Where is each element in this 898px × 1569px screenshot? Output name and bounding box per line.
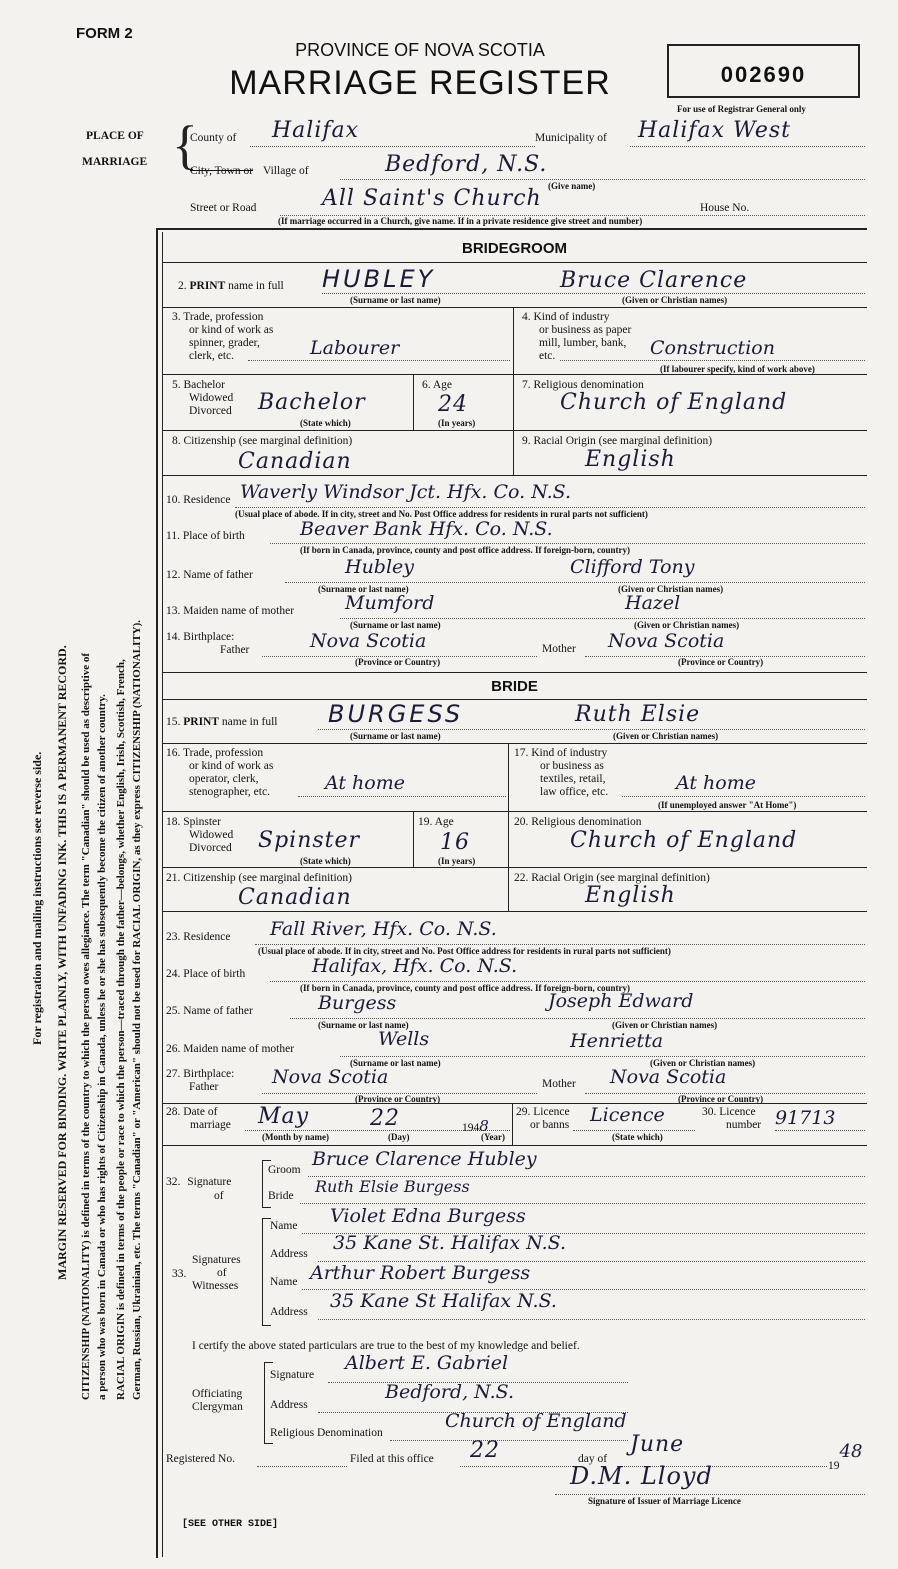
divider <box>162 1145 867 1146</box>
groom-residence-value: Waverly Windsor Jct. Hfx. Co. N.S. <box>240 481 572 503</box>
divider <box>162 699 867 700</box>
bride-mother-label: 26. Maiden name of mother <box>166 1043 295 1055</box>
label-line: 27. Birthplace: <box>166 1068 235 1080</box>
date-label <box>166 1106 231 1132</box>
bride-sig-line <box>300 1203 865 1204</box>
bride-name-rest: name in full <box>221 716 278 728</box>
city-label: Village of <box>263 165 309 177</box>
year-prefix: 19 <box>828 1460 840 1472</box>
registered-label: Registered No. <box>166 1453 235 1465</box>
bride-name-label <box>166 716 277 728</box>
label-line: clerk, etc. <box>189 350 235 362</box>
groom-bp-mother: Nova Scotia <box>608 630 725 652</box>
groom-residence-label: 10. Residence <box>166 494 231 506</box>
groom-residence-line <box>235 507 865 508</box>
label-line: 18. Spinster <box>166 816 221 828</box>
municipality-label: Municipality of <box>535 132 607 144</box>
sidebar-line-6: German, Russian, Ukrainian, etc. The terms "Canadian" or "American" should not be used for RACIAL ORIGIN, as they express CITIZENSHIP (NATIONALITY). <box>131 619 143 1400</box>
city-line <box>340 179 865 180</box>
bride-name-line <box>318 729 865 730</box>
groom-bp-father: Nova Scotia <box>310 630 427 652</box>
registrar-note: For use of Registrar General only <box>677 104 806 114</box>
label-line: Divorced <box>189 842 232 854</box>
groom-age-label: 6. Age <box>422 379 453 391</box>
municipality-value: Halifax West <box>638 118 792 143</box>
witness2-name-label: Name <box>270 1276 298 1288</box>
label-line: Widowed <box>189 829 234 841</box>
divider <box>162 307 867 308</box>
groom-father-surname-caption: (Surname or last name) <box>318 584 409 594</box>
bride-name-print: PRINT <box>183 716 220 728</box>
street-caption: (If marriage occurred in a Church, give name. If in a private residence give street and number) <box>278 216 643 226</box>
marriage-month: May <box>258 1104 310 1129</box>
licence-no-label <box>702 1106 761 1132</box>
province-title: PROVINCE OF NOVA SCOTIA <box>295 40 545 60</box>
divider <box>162 743 867 744</box>
bride-bp-father: Nova Scotia <box>272 1066 389 1088</box>
groom-status-caption: (State which) <box>300 418 351 428</box>
licence-value: Licence <box>590 1104 665 1126</box>
divider <box>162 811 867 812</box>
groom-racial-label: 9. Racial Origin (see marginal definition) <box>522 435 713 447</box>
label-line: of <box>214 1190 224 1202</box>
issuer-signature: D.M. Lloyd <box>570 1462 713 1490</box>
divider <box>162 867 867 868</box>
registered-line <box>257 1466 347 1467</box>
groom-residence-caption: (Usual place of abode. If in city, street and No. Post Office address for residents in rural parts not sufficient) <box>235 509 648 519</box>
divider <box>162 911 867 912</box>
label-line: Signatures <box>192 1254 241 1266</box>
groom-age-caption: (In years) <box>438 418 476 428</box>
marriage-label: MARRIAGE <box>82 156 148 168</box>
bride-residence-line <box>255 944 865 945</box>
sig-num: 32. <box>166 1176 181 1188</box>
filed-day: 22 <box>470 1438 500 1463</box>
bride-bp-caption: (Province or Country) <box>355 1094 441 1104</box>
bride-birthplace-label: 24. Place of birth <box>166 968 246 980</box>
street-label: Street or Road <box>190 202 257 214</box>
label-line: textiles, retail, <box>540 773 606 785</box>
bride-status-value: Spinster <box>258 828 361 853</box>
bride-mother-surname: Wells <box>378 1028 430 1050</box>
groom-mother-given-caption: (Given or Christian names) <box>634 620 740 630</box>
label-line: 4. Kind of industry <box>522 311 610 323</box>
bride-industry-value: At home <box>676 772 756 794</box>
bride-religion-value: Church of England <box>570 828 798 853</box>
divider <box>162 262 867 263</box>
clergy-sig-label: Signature <box>270 1369 315 1381</box>
divider <box>413 374 414 430</box>
bride-birthplace-value: Halifax, Hfx. Co. N.S. <box>312 955 518 977</box>
bride-age-label: 19. Age <box>418 816 454 828</box>
certify-statement: I certify the above stated particulars are true to the best of my knowledge and belief. <box>192 1340 580 1352</box>
label-line: spinner, grader, <box>189 337 260 349</box>
groom-bp-mother-label: Mother <box>542 643 576 655</box>
groom-father-line <box>285 582 865 583</box>
bride-father-given-caption: (Given or Christian names) <box>612 1020 718 1030</box>
bride-bp-label <box>166 1068 234 1094</box>
groom-father-given-caption: (Given or Christian names) <box>618 584 724 594</box>
divider <box>512 1103 513 1145</box>
bride-bp-mother: Nova Scotia <box>610 1066 727 1088</box>
bride-father-surname: Burgess <box>318 992 397 1014</box>
bride-trade-line <box>298 796 506 797</box>
issuer-line <box>555 1494 865 1495</box>
groom-signature: Bruce Clarence Hubley <box>312 1148 537 1170</box>
clergy-denomination: Church of England <box>445 1410 627 1432</box>
city-value: Bedford, N.S. <box>385 152 548 177</box>
groom-bp-label <box>166 631 249 657</box>
divider <box>508 743 509 911</box>
clergy-address-label: Address <box>270 1399 308 1411</box>
groom-name-label <box>178 280 284 292</box>
year-suffix: 48 <box>839 1441 863 1462</box>
sidebar-line-3: CITIZENSHIP (NATIONALITY) is defined in terms of the country to which the person owes allegiance. The term "Canadian" should be used as descriptive of <box>80 652 92 1400</box>
label-line: Widowed <box>189 392 234 404</box>
form-label: FORM 2 <box>76 25 133 42</box>
groom-industry-line <box>560 360 865 361</box>
month-caption: (Month by name) <box>262 1132 329 1142</box>
groom-trade-label <box>172 311 273 363</box>
label-line: or kind of work as <box>189 760 274 772</box>
label-line: stenographer, etc. <box>189 786 270 798</box>
bride-racial-value: English <box>585 883 676 908</box>
house-label: House No. <box>700 202 750 214</box>
groom-citizenship-value: Canadian <box>238 449 352 474</box>
groom-father-label: 12. Name of father <box>166 569 253 581</box>
bride-section-title: BRIDE <box>491 678 538 695</box>
witness-num: 33. <box>172 1268 187 1280</box>
divider <box>162 430 867 431</box>
groom-name-line <box>322 293 865 294</box>
witness2-address-label: Address <box>270 1306 308 1318</box>
groom-mother-surname-caption: (Surname or last name) <box>350 620 441 630</box>
witness1-name-label: Name <box>270 1220 298 1232</box>
groom-father-surname: Hubley <box>345 556 415 578</box>
bride-status-label <box>166 816 233 855</box>
label-line: Officiating <box>192 1388 243 1400</box>
sidebar-line-1: For registration and mailing instructions see reverse side. <box>30 751 44 1045</box>
label-line: or kind of work as <box>189 324 274 336</box>
clergy-signature: Albert E. Gabriel <box>345 1352 509 1374</box>
municipality-line <box>630 146 865 147</box>
groom-birthplace-caption: (If born in Canada, province, county and post office address. If foreign-born, country) <box>300 545 631 555</box>
bride-industry-caption: (If unemployed answer "At Home") <box>658 800 797 810</box>
label-line: Father <box>220 644 250 656</box>
bride-name-num: 15. <box>166 716 181 728</box>
witness1-address: 35 Kane St. Halifax N.S. <box>333 1232 566 1254</box>
groom-given-caption: (Given or Christian names) <box>622 295 728 305</box>
marriage-day: 22 <box>370 1106 400 1131</box>
groom-given: Bruce Clarence <box>560 268 748 293</box>
groom-mother-surname: Mumford <box>345 592 435 614</box>
bride-residence-label: 23. Residence <box>166 931 231 943</box>
groom-status-label <box>172 379 233 418</box>
city-label-struck: City, Town or <box>190 165 254 177</box>
bride-mother-given-caption: (Given or Christian names) <box>650 1058 756 1068</box>
label-line: 29. Licence <box>516 1106 570 1118</box>
street-value: All Saint's Church <box>322 186 542 211</box>
label-line: or banns <box>530 1119 570 1131</box>
bride-trade-value: At home <box>325 772 405 794</box>
bride-industry-label <box>514 747 608 799</box>
groom-citizenship-label: 8. Citizenship (see marginal definition) <box>172 435 353 447</box>
groom-birthplace-line <box>270 543 865 544</box>
label-line: Father <box>189 1081 219 1093</box>
label-line: 14. Birthplace: <box>166 631 235 643</box>
bride-industry-line <box>622 796 865 797</box>
groom-religion-label: 7. Religious denomination <box>522 379 644 391</box>
bride-status-caption: (State which) <box>300 856 351 866</box>
witness2-name: Arthur Robert Burgess <box>310 1262 531 1284</box>
see-other-side: [SEE OTHER SIDE] <box>182 1519 279 1530</box>
label-line: 28. Date of <box>166 1106 218 1118</box>
label-line: operator, clerk, <box>189 773 259 785</box>
divider <box>162 374 867 375</box>
county-label: County of <box>190 132 237 144</box>
filed-label: Filed at this office <box>350 1453 434 1465</box>
label-line: 3. Trade, profession <box>172 311 264 323</box>
groom-mother-label: 13. Maiden name of mother <box>166 605 295 617</box>
groom-mother-given: Hazel <box>625 592 681 614</box>
groom-religion-value: Church of England <box>560 390 788 415</box>
groom-age-value: 24 <box>438 392 468 417</box>
bride-sig-label: Bride <box>268 1190 294 1202</box>
sidebar-line-5: RACIAL ORIGIN is defined in terms of the people or race to which the person—traced through the father—belongs, whether English, Irish, Scottish, French, <box>115 659 127 1400</box>
label-of: of <box>217 1267 227 1279</box>
bride-surname-caption: (Surname or last name) <box>350 731 441 741</box>
issuer-caption: Signature of Issuer of Marriage Licence <box>588 1496 741 1506</box>
label-line: 16. Trade, profession <box>166 747 264 759</box>
signature-label <box>166 1175 231 1203</box>
city-caption: (Give name) <box>548 181 596 191</box>
bride-given: Ruth Elsie <box>575 702 701 727</box>
bride-given-caption: (Given or Christian names) <box>613 731 719 741</box>
bride-father-line <box>290 1018 865 1019</box>
groom-mother-line <box>340 618 865 619</box>
label-line: 30. Licence <box>702 1106 756 1118</box>
year-prefix: 194 <box>462 1122 480 1134</box>
divider <box>162 672 867 673</box>
groom-trade-line <box>248 360 510 361</box>
groom-bp-caption-mother: (Province or Country) <box>678 657 764 667</box>
groom-trade-value: Labourer <box>310 337 400 359</box>
groom-father-given: Clifford Tony <box>570 556 695 578</box>
page-title: MARRIAGE REGISTER <box>229 64 611 102</box>
bride-mother-line <box>340 1056 865 1057</box>
bride-birthplace-line <box>270 981 865 982</box>
groom-industry-caption: (If labourer specify, kind of work above) <box>660 364 815 374</box>
label-line: marriage <box>190 1119 231 1131</box>
groom-birthplace-label: 11. Place of birth <box>166 530 245 542</box>
label-line: etc. <box>539 350 556 362</box>
sig-word: Signature <box>187 1176 232 1188</box>
register-number: 002690 <box>720 62 807 87</box>
bride-trade-label <box>166 747 273 799</box>
bride-citizenship-value: Canadian <box>238 885 352 910</box>
groom-birthplace-value: Beaver Bank Hfx. Co. N.S. <box>300 518 553 540</box>
bride-father-label: 25. Name of father <box>166 1005 253 1017</box>
divider <box>413 811 414 867</box>
label-line: number <box>726 1119 762 1131</box>
day-of-label: day of <box>578 1453 608 1465</box>
licence-line <box>573 1130 695 1131</box>
groom-name-print: PRINT <box>189 280 226 292</box>
label-line: mill, lumber, bank, <box>539 337 627 349</box>
groom-racial-value: English <box>585 447 676 472</box>
bride-racial-label: 22. Racial Origin (see marginal definition) <box>514 872 710 884</box>
label-line: Witnesses <box>192 1280 239 1292</box>
groom-sig-label: Groom <box>268 1164 301 1176</box>
witness2-address-line <box>318 1319 865 1320</box>
clergy-address: Bedford, N.S. <box>385 1381 514 1403</box>
bride-mother-given: Henrietta <box>570 1030 664 1052</box>
bride-mother-surname-caption: (Surname or last name) <box>350 1058 441 1068</box>
county-line <box>250 146 535 147</box>
bride-age-value: 16 <box>440 830 470 855</box>
groom-surname-caption: (Surname or last name) <box>350 295 441 305</box>
bride-bp-caption-mother: (Province or Country) <box>678 1094 764 1104</box>
bridegroom-section-title: BRIDEGROOM <box>462 240 567 257</box>
bride-citizenship-label: 21. Citizenship (see marginal definition) <box>166 872 352 884</box>
bride-father-surname-caption: (Surname or last name) <box>318 1020 409 1030</box>
year-caption: (Year) <box>481 1132 505 1142</box>
licence-label <box>516 1106 570 1132</box>
filed-month: June <box>630 1432 685 1457</box>
clergy-denomination-line <box>390 1440 628 1441</box>
licence-no-value: 91713 <box>775 1107 836 1129</box>
clergy-label <box>192 1388 243 1414</box>
licence-caption: (State which) <box>612 1132 663 1142</box>
label-line: 5. Bachelor <box>172 379 226 391</box>
place-brace: { <box>172 115 198 175</box>
divider <box>513 307 514 475</box>
bride-bp-mother-label: Mother <box>542 1078 576 1090</box>
witness1-address-label: Address <box>270 1248 308 1260</box>
divider <box>162 475 867 476</box>
day-caption: (Day) <box>388 1132 410 1142</box>
bride-age-caption: (In years) <box>438 856 476 866</box>
sidebar-line-2: MARGIN RESERVED FOR BINDING. WRITE PLAINLY, WITH UNFADING INK. THIS IS A PERMANENT RECORD. <box>55 645 69 1280</box>
clergy-denomination-label: Religious Denomination <box>270 1427 383 1439</box>
label-line: Clergyman <box>192 1401 243 1413</box>
groom-industry-label <box>522 311 631 363</box>
county-value: Halifax <box>272 118 360 143</box>
sidebar-line-4: a person who was born in Canada or who has rights of Citizenship in Canada, unless he or she has subsequently become the citizen of another country. <box>96 694 108 1400</box>
place-of-label: PLACE OF <box>86 130 144 142</box>
label-line: or business as <box>540 760 604 772</box>
label-line: 17. Kind of industry <box>514 747 608 759</box>
label-line: law office, etc. <box>540 786 609 798</box>
bride-father-given: Joseph Edward <box>548 990 694 1012</box>
licence-no-line <box>775 1130 865 1131</box>
bride-residence-value: Fall River, Hfx. Co. N.S. <box>270 918 497 940</box>
bride-signature: Ruth Elsie Burgess <box>315 1177 470 1196</box>
witness1-name: Violet Edna Burgess <box>330 1205 526 1227</box>
label-line: or business as paper <box>539 324 632 336</box>
bride-surname: BURGESS <box>328 700 464 728</box>
label-line: Divorced <box>189 405 232 417</box>
groom-name-num: 2. <box>178 280 187 292</box>
bride-residence-caption: (Usual place of abode. If in city, street and No. Post Office address for residents in rural parts not sufficient) <box>258 946 671 956</box>
groom-bp-caption: (Province or Country) <box>355 657 441 667</box>
groom-industry-value: Construction <box>650 337 775 359</box>
groom-name-rest: name in full <box>228 280 284 292</box>
groom-surname: HUBLEY <box>322 265 436 293</box>
bride-religion-label: 20. Religious denomination <box>514 816 642 828</box>
filed-line <box>460 1466 575 1467</box>
witness2-address: 35 Kane St Halifax N.S. <box>330 1290 557 1312</box>
year-suffix: 8 <box>479 1117 489 1135</box>
footer-year <box>828 1441 863 1474</box>
groom-status-value: Bachelor <box>258 390 366 415</box>
bride-birthplace-caption: (If born in Canada, province, county and post office address. If foreign-born, country) <box>300 983 631 993</box>
